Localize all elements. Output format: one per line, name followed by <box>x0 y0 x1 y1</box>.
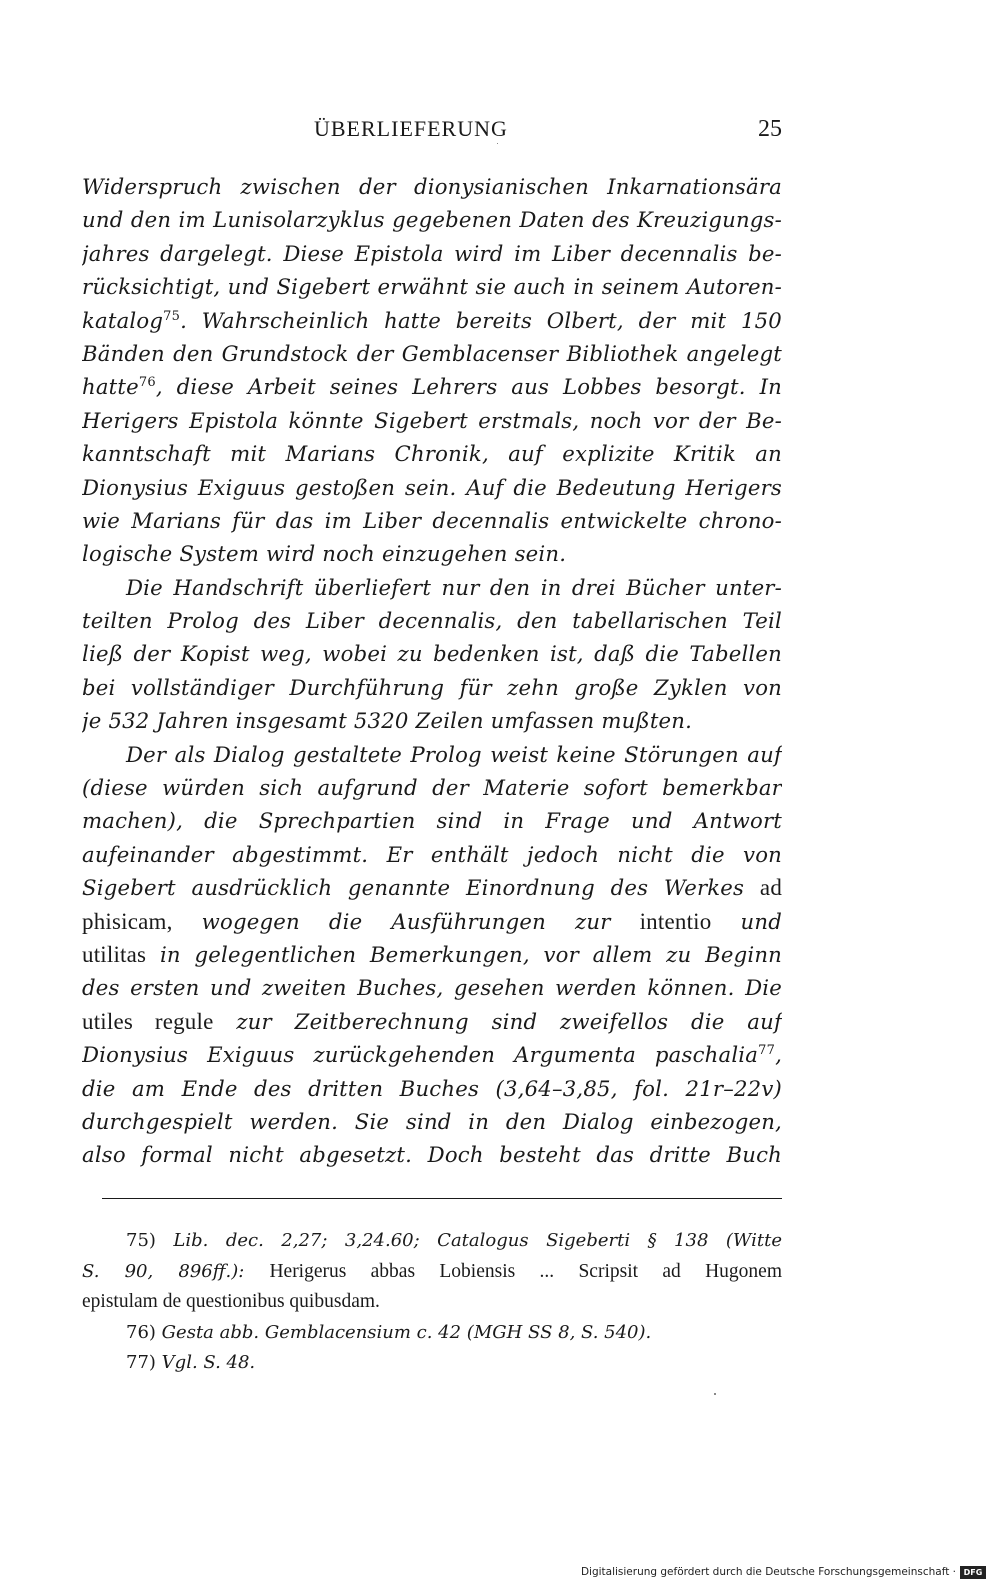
footnote-75-line <box>82 1287 782 1318</box>
text-line: Herigers Epistola könnte Sigebert erstmals, noch vor der Be- <box>82 407 782 433</box>
upright-fragment: utiles regule <box>82 1008 214 1034</box>
text-line: logische System wird noch einzugehen sein. <box>82 541 567 567</box>
footer-text: Digitalisierung gefördert durch die Deutsche Forschungsgemeinschaft · <box>580 1566 956 1578</box>
text-line: durchgespielt werden. Sie sind in den Dialog einbezogen, <box>82 1108 782 1134</box>
scan-artifact <box>497 143 498 144</box>
footnote-quote: Herigerus abbas Lobiensis ... Scripsit ad Hugonem <box>269 1260 782 1282</box>
text-line <box>82 1038 782 1071</box>
text-fragment: . Wahrscheinlich hatte bereits Olbert, der mit 150 <box>180 307 782 333</box>
text-line: rücksichtigt, und Sigebert erwähnt sie auch in seinem Autoren- <box>82 274 782 300</box>
footnote-76 <box>82 1318 782 1349</box>
footnote-number: 77) <box>126 1352 156 1373</box>
text-fragment: Dionysius Exiguus zurückgehenden Argumenta paschalia <box>82 1042 759 1068</box>
text-line <box>82 938 782 971</box>
text-fragment: , diese Arbeit seines Lehrers aus Lobbes besorgt. In <box>155 374 782 400</box>
text-line: Die Handschrift überliefert nur den in drei Bücher unter- <box>126 574 782 600</box>
text-line: und den im Lunisolarzyklus gegebenen Daten des Kreuzigungs- <box>82 207 782 233</box>
upright-fragment: intentio <box>639 908 712 934</box>
text-line <box>82 1005 782 1038</box>
text-line <box>82 304 782 337</box>
running-head <box>82 116 782 150</box>
text-line: kanntschaft mit Marians Chronik, auf explizite Kritik an <box>82 441 782 467</box>
footnote-75 <box>82 1226 782 1257</box>
page-number: 25 <box>758 116 782 142</box>
text-line: machen), die Sprechpartien sind in Frage und Antwort <box>82 808 782 834</box>
text-line: teilten Prolog des Liber decennalis, den tabellarischen Teil <box>82 608 782 634</box>
text-line: Bänden den Grundstock der Gemblacenser Bibliothek angelegt <box>82 340 782 366</box>
text-line: bei vollständiger Durchführung für zehn große Zyklen von <box>82 674 782 700</box>
footnote-ref-77[interactable]: 77 <box>758 1043 776 1059</box>
digitization-footer <box>581 1562 986 1582</box>
text-fragment: wogegen die Ausführungen zur <box>201 908 611 934</box>
footnote-number: 76) <box>126 1321 156 1343</box>
footnote-number: 75) <box>126 1230 156 1251</box>
text-line <box>82 871 782 904</box>
footnote-75-line <box>82 1257 782 1288</box>
upright-fragment: utilitas <box>82 941 147 967</box>
text-line: Der als Dialog gestaltete Prolog weist keine Störungen auf <box>126 741 782 767</box>
footnote-ref-75[interactable]: 75 <box>163 308 181 324</box>
text-line <box>82 905 782 938</box>
footnote-77 <box>82 1348 782 1379</box>
text-line: Dionysius Exiguus gestoßen sein. Auf die Bedeutung Herigers <box>82 474 782 500</box>
text-fragment: in gelegentlichen Bemerkungen, vor allem zu Beginn <box>159 941 782 967</box>
text-line: ließ der Kopist weg, wobei zu bedenken ist, daß die Tabellen <box>82 641 782 667</box>
text-line <box>82 370 782 403</box>
scan-artifact <box>714 1393 716 1395</box>
dfg-logo-icon: DFG <box>960 1566 986 1579</box>
text-line: also formal nicht abgesetzt. Doch besteht das dritte Buch <box>82 1142 782 1168</box>
text-fragment: , <box>775 1042 782 1068</box>
text-fragment: katalog <box>82 307 164 333</box>
footnote-text: Gesta abb. Gemblacensium c. 42 (MGH SS 8, S. 540). <box>161 1321 652 1343</box>
body-text <box>82 170 782 1172</box>
text-line: die am Ende des dritten Buches (3,64–3,85, fol. 21r–22v) <box>82 1075 782 1101</box>
text-fragment: zur Zeitberechnung sind zweifellos die auf <box>236 1008 782 1034</box>
text-line: des ersten und zweiten Buches, gesehen werden können. Die <box>82 975 782 1001</box>
text-fragment: und <box>740 908 782 934</box>
text-line: wie Marians für das im Liber decennalis entwickelte chrono- <box>82 507 782 533</box>
text-fragment: Sigebert ausdrücklich genannte Einordnung des Werkes <box>82 875 745 901</box>
text-line: je 532 Jahren insgesamt 5320 Zeilen umfassen mußten. <box>82 708 693 734</box>
text-line: Widerspruch zwischen der dionysianischen Inkarnationsära <box>82 174 782 199</box>
running-title: ÜBERLIEFERUNG <box>314 116 508 141</box>
footnote-text: S. 90, 896ff.): <box>82 1260 245 1282</box>
upright-fragment: phisicam, <box>82 908 173 934</box>
text-line: (diese würden sich aufgrund der Materie sofort bemerkbar <box>82 775 782 801</box>
footnotes <box>82 1226 782 1379</box>
text-line: jahres dargelegt. Diese Epistola wird im Liber decennalis be- <box>82 240 782 266</box>
text-fragment: hatte <box>82 374 139 400</box>
upright-fragment: ad <box>759 875 782 901</box>
footnote-separator <box>102 1198 782 1199</box>
text-line: aufeinander abgestimmt. Er enthält jedoch nicht die von <box>82 841 782 867</box>
footnote-ref-76[interactable]: 76 <box>138 375 156 391</box>
footnote-text: Vgl. S. 48. <box>161 1352 256 1373</box>
footnote-text: Lib. dec. 2,27; 3,24.60; Catalogus Sigeberti § 138 (Witte <box>173 1230 782 1251</box>
footnote-quote: epistulam de questionibus quibusdam. <box>82 1291 380 1312</box>
